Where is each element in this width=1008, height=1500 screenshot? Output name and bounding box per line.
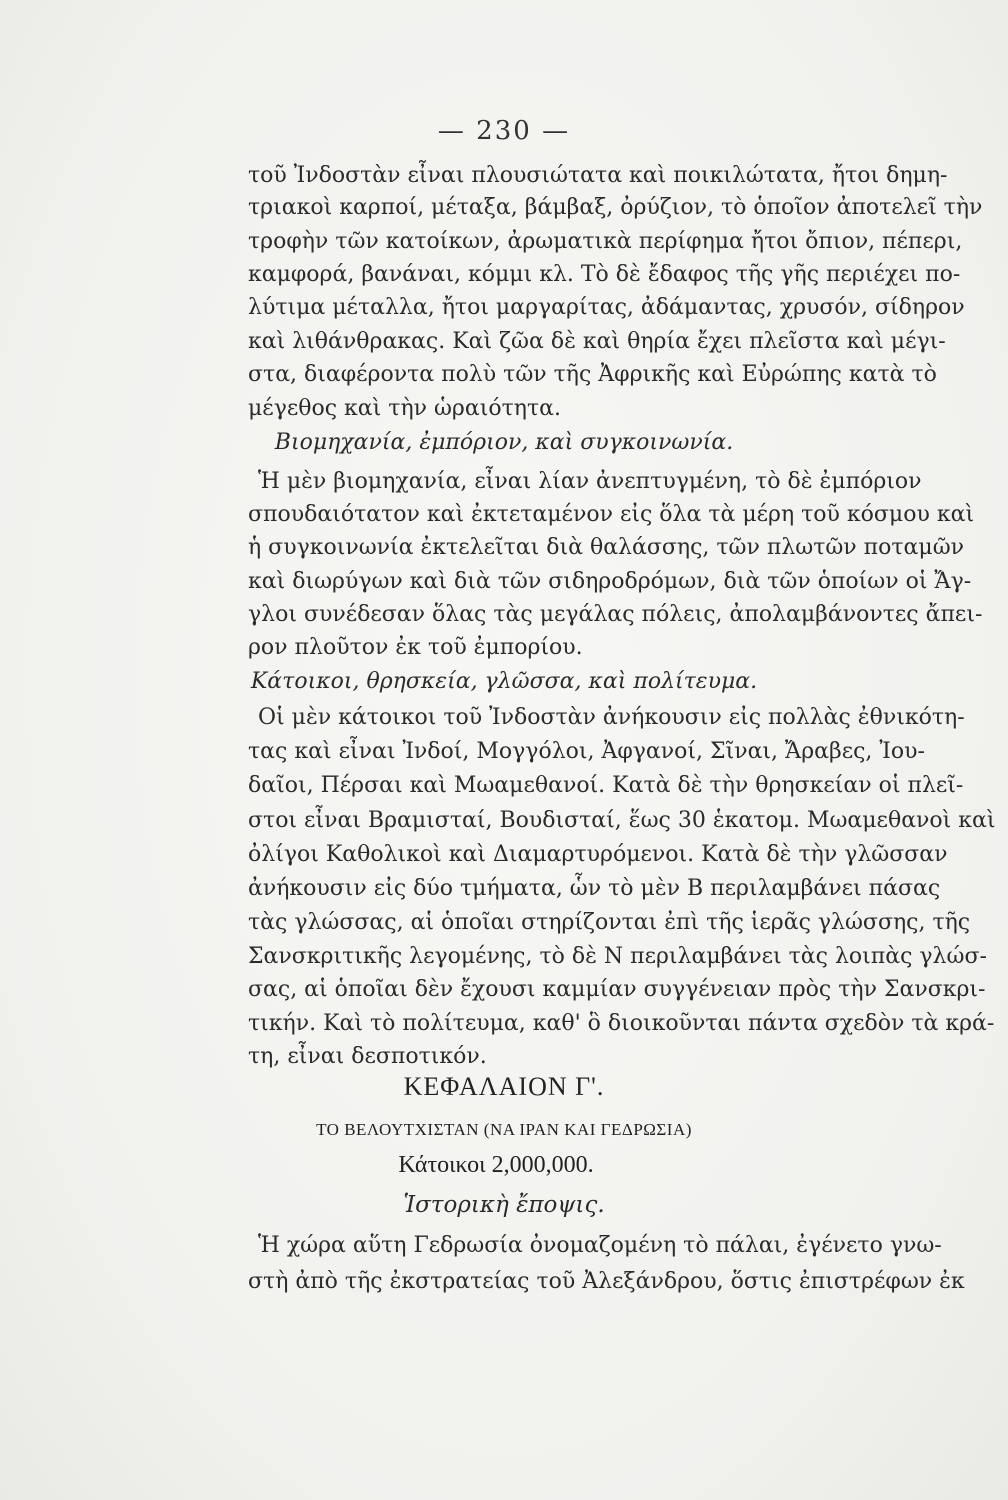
text-line: ὀλίγοι Καθολικοὶ καὶ Διαμαρτυρόμενοι. Κατὰ δὲ τὴν γλῶσσαν	[248, 842, 948, 867]
text-line: τὰς γλώσσας, αἱ ὁποῖαι στηρίζονται ἐπὶ τῆς ἱερᾶς γλώσσης, τῆς	[248, 910, 971, 935]
text-line: ρον πλοῦτον ἐκ τοῦ ἐμπορίου.	[248, 635, 583, 660]
page-number: — 230 —	[437, 116, 571, 146]
text-line: Ἡ μὲν βιομηχανία, εἶναι λίαν ἀνεπτυγμένη, τὸ δὲ ἐμπόριον	[258, 469, 922, 494]
text-line: Οἱ μὲν κάτοικοι τοῦ Ἰνδοστὰν ἀνήκουσιν εἰς πολλὰς ἐθνικότη-	[258, 705, 965, 730]
text-line: λύτιμα μέταλλα, ἤτοι μαργαρίτας, ἀδάμαντας, χρυσόν, σίδηρον	[248, 295, 965, 320]
text-line: τοῦ Ἰνδοστὰν εἶναι πλουσιώτατα καὶ ποικιλώτατα, ἤτοι δημη-	[248, 163, 948, 188]
text-line: σας, αἱ ὁποῖαι δὲν ἔχουσι καμμίαν συγγένειαν πρὸς τὴν Σανσκρι-	[248, 977, 986, 1002]
text-line: δαῖοι, Πέρσαι καὶ Μωαμεθανοί. Κατὰ δὲ τὴν θρησκείαν οἱ πλεῖ-	[248, 773, 964, 798]
text-line: καὶ λιθάνθρακας. Καὶ ζῶα δὲ καὶ θηρία ἔχει πλεῖστα καὶ μέγι-	[248, 329, 946, 354]
text-line: ἡ συγκοινωνία ἐκτελεῖται διὰ θαλάσσης, τῶν πλωτῶν ποταμῶν	[248, 535, 965, 560]
text-line: τη, εἶναι δεσποτικόν.	[248, 1044, 487, 1069]
chapter-title: ΚΕΦΑΛΑΙΟΝ Γ'.	[403, 1072, 605, 1101]
chapter-subtitle: ΤΟ ΒΕΛΟΥΤΧΙΣΤΑΝ (ΝΑ ΙΡΑΝ ΚΑΙ ΓΕΔΡΩΣΙΑ)	[316, 1120, 692, 1139]
text-line: στὴ ἀπὸ τῆς ἐκστρατείας τοῦ Ἀλεξάνδρου, ὅστις ἐπιστρέφων ἐκ	[248, 1269, 965, 1294]
text-line: ἀνήκουσιν εἰς δύο τμήματα, ὧν τὸ μὲν Β περιλαμβάνει πάσας	[248, 876, 941, 901]
text-line: στοι εἶναι Βραμισταί, Βουδισταί, ἕως 30 ἑκατομ. Μωαμεθανοὶ καὶ	[248, 808, 996, 833]
section-heading-inhabitants: Κάτοικοι, θρησκεία, γλῶσσα, καὶ πολίτευμα.	[250, 669, 758, 694]
text-line: σπουδαιότατον καὶ ἐκτεταμένον εἰς ὅλα τὰ μέρη τοῦ κόσμου καὶ	[248, 502, 975, 527]
text-line: μέγεθος καὶ τὴν ὡραιότητα.	[248, 396, 561, 421]
text-line: καὶ διωρύγων καὶ διὰ τῶν σιδηροδρόμων, διὰ τῶν ὁποίων οἱ Ἄγ-	[248, 569, 972, 594]
text-line: καμφορά, βανάναι, κόμμι κλ. Τὸ δὲ ἔδαφος τῆς γῆς περιέχει πο-	[248, 262, 961, 287]
text-line: γλοι συνέδεσαν ὅλας τὰς μεγάλας πόλεις, ἀπολαμβάνοντες ἄπει-	[248, 602, 983, 627]
section-heading-industry: Βιομηχανία, ἐμπόριον, καὶ συγκοινωνία.	[274, 430, 734, 455]
section-heading-history: Ἱστορικὴ ἔποψις.	[403, 1192, 605, 1218]
text-line: Ἡ χώρα αὕτη Γεδρωσία ὀνομαζομένη τὸ πάλαι, ἐγένετο γνω-	[258, 1233, 942, 1258]
text-line: Σανσκριτικῆς λεγομένης, τὸ δὲ Ν περιλαμβάνει τὰς λοιπὰς γλώσ-	[248, 944, 987, 969]
chapter-population: Κάτοικοι 2,000,000.	[398, 1152, 594, 1178]
text-line: τικήν. Καὶ τὸ πολίτευμα, καθ' ὃ διοικοῦνται πάντα σχεδὸν τὰ κρά-	[248, 1011, 995, 1036]
text-line: τριακοὶ καρποί, μέταξα, βάμβαξ, ὀρύζιον, τὸ ὁποῖον ἀποτελεῖ τὴν	[248, 195, 983, 220]
text-line: στα, διαφέροντα πολὺ τῶν τῆς Ἀφρικῆς καὶ Εὐρώπης κατὰ τὸ	[248, 362, 937, 387]
text-line: τροφὴν τῶν κατοίκων, ἀρωματικὰ περίφημα ἤτοι ὄπιον, πέπερι,	[248, 229, 963, 254]
text-line: τας καὶ εἶναι Ἰνδοί, Μογγόλοι, Ἀφγανοί, Σῖναι, Ἄραβες, Ἰου-	[248, 739, 925, 764]
